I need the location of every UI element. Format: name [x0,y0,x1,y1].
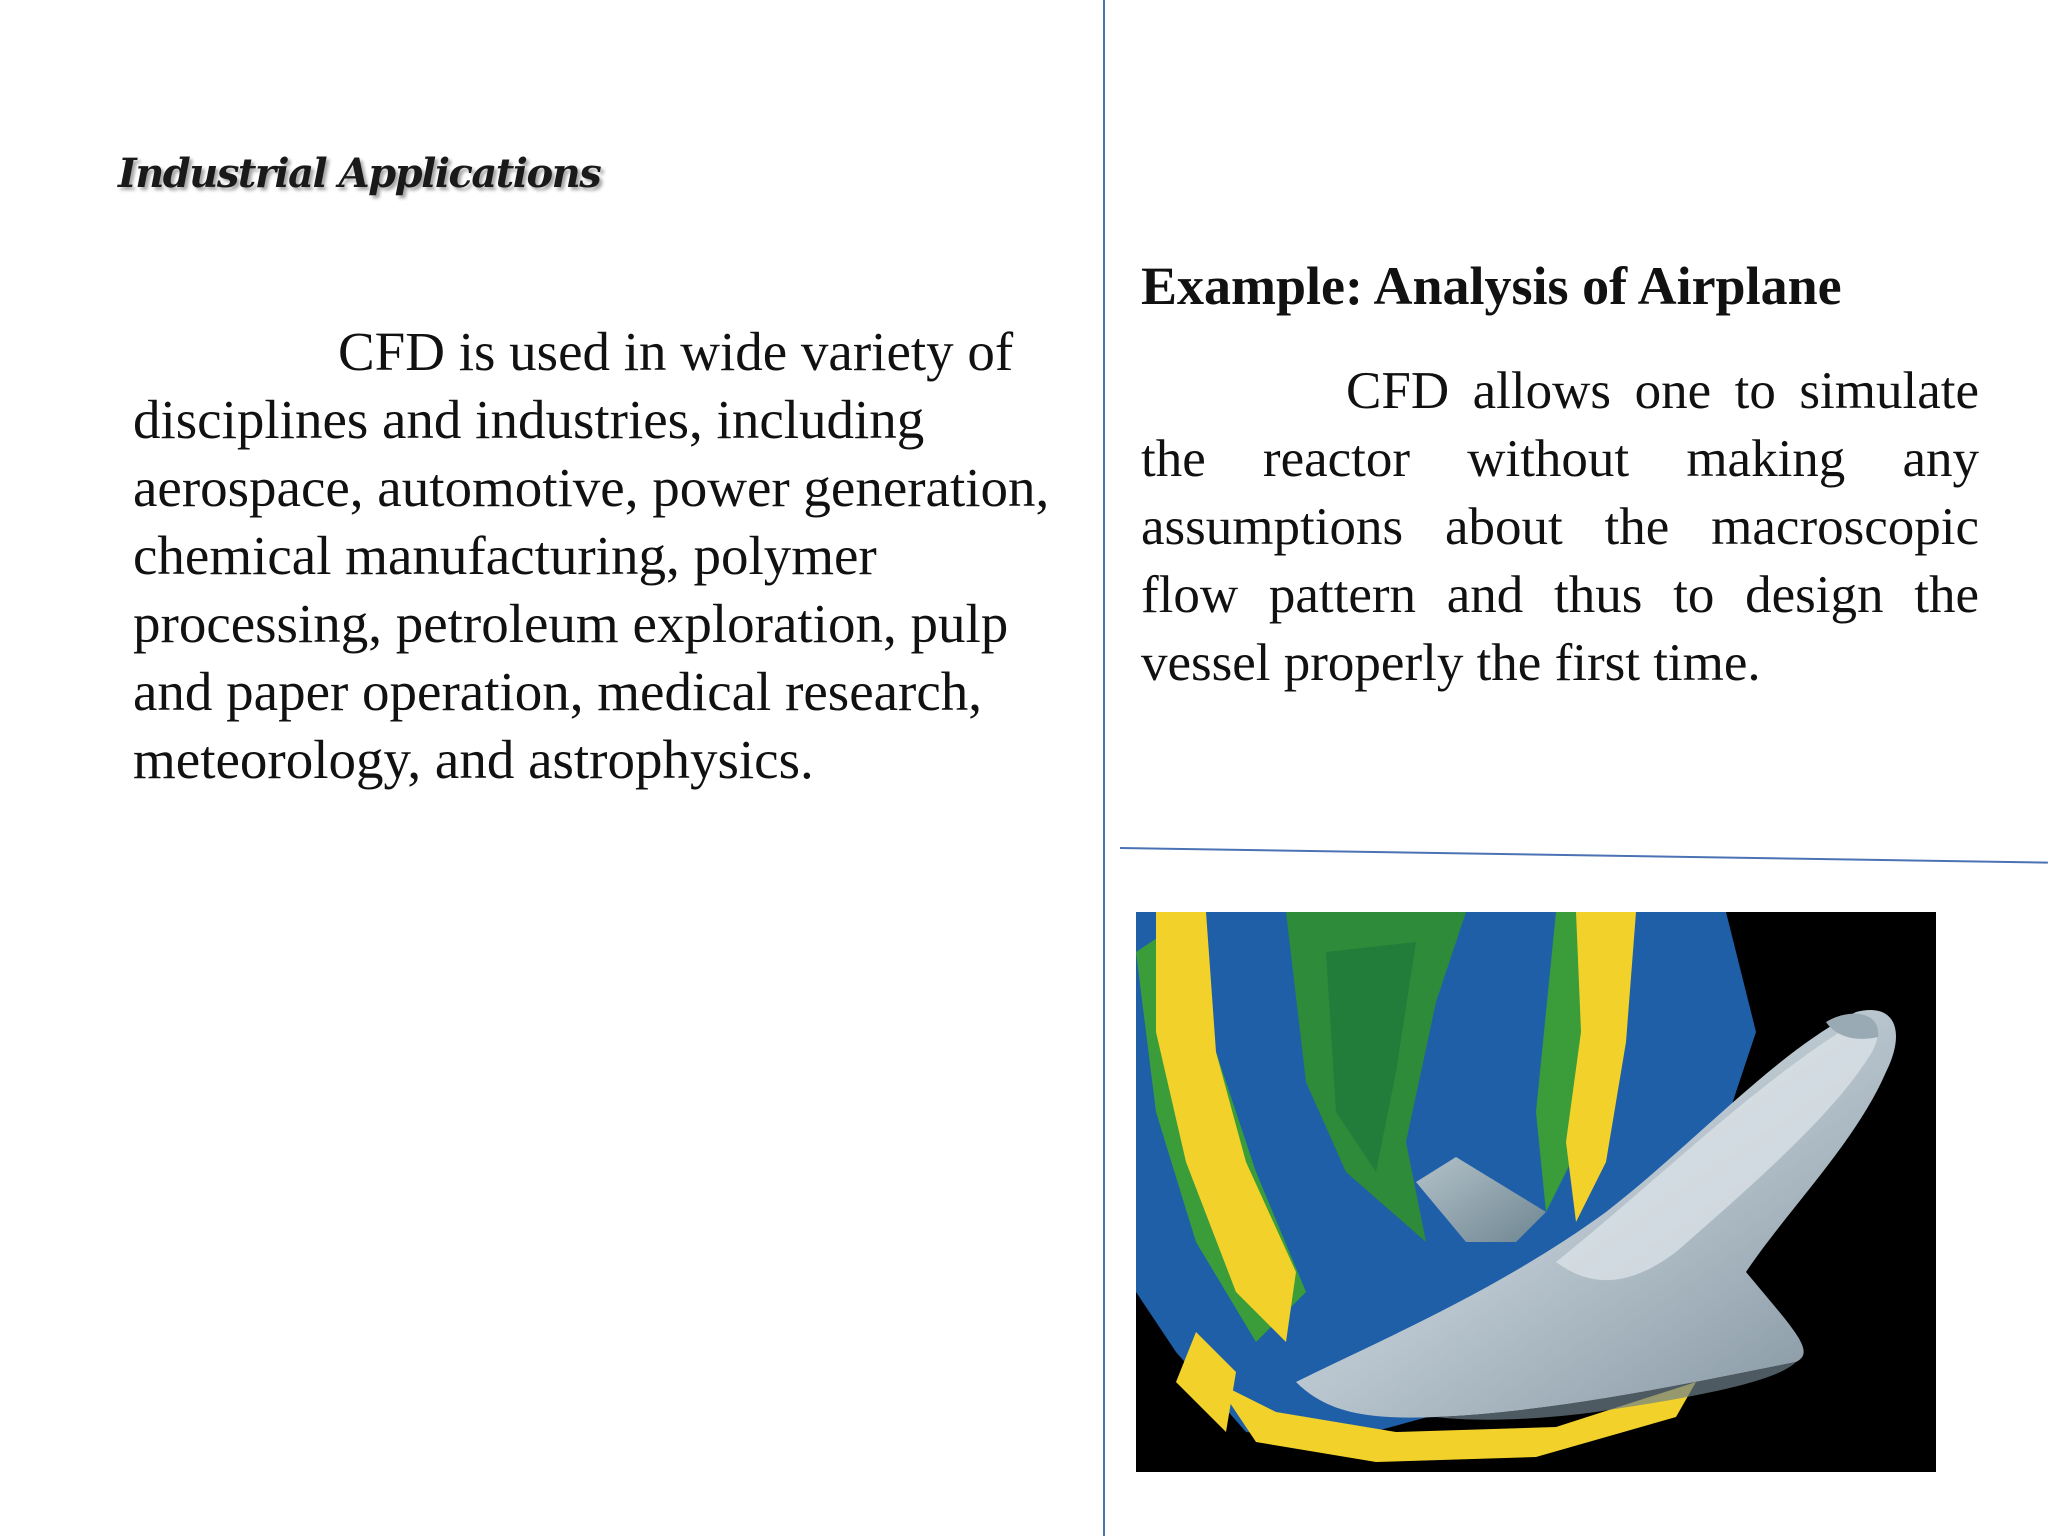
cfd-shuttle-illustration [1136,912,1936,1472]
left-body-content: CFD is used in wide variety of disciplines and industries, including aerospace, automotive, power generation, chemical manufacturing, polymer processing, petroleum exploration, pulp and paper operation, medical research, meteorology, and astrophysics. [133,321,1050,790]
slide-title: Industrial Applications [118,150,601,197]
horizontal-divider [1120,847,2048,864]
cfd-shuttle-image [1136,912,1936,1472]
example-body-text [1141,357,1979,697]
example-body-content: CFD allows one to simulate the reactor without making any assumptions about the macroscopic flow pattern and thus to design the vessel properly the first time. [1141,362,1979,692]
example-heading: Example: Analysis of Airplane [1141,256,1842,316]
vertical-divider [1103,0,1105,1536]
left-body-text [133,318,1073,794]
